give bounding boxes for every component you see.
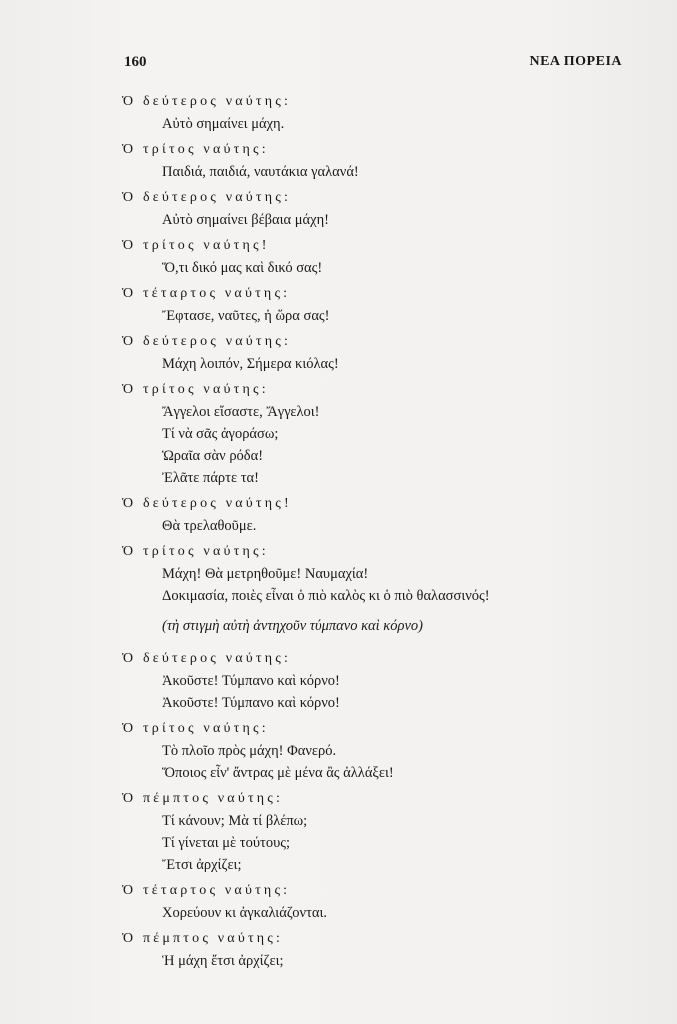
dialogue-line: Θὰ τρελαθοῦμε. [162, 518, 257, 534]
speaker-name: Ὁ δεύτερος ναύτης: [122, 94, 292, 109]
speaker-name: Ὁ τρίτος ναύτης: [122, 721, 269, 736]
speaker-name: Ὁ πέμπτος ναύτης: [122, 791, 284, 806]
speaker-name: Ὁ τέταρτος ναύτης: [122, 286, 291, 301]
speaker-name: Ὁ τρίτος ναύτης: [122, 382, 269, 397]
dialogue-section-1 [122, 90, 592, 607]
dialogue-block [122, 330, 592, 375]
dialogue-block [122, 717, 592, 784]
speaker-name: Ὁ δεύτερος ναύτης: [122, 334, 292, 349]
dialogue-line: Ὡραῖα σὰν ρόδα! [162, 448, 264, 464]
dialogue-block [122, 787, 592, 876]
speaker-name: Ὁ τέταρτος ναύτης: [122, 883, 291, 898]
dialogue-line: Ἀκοῦστε! Τύμπανο καὶ κόρνο! [162, 673, 340, 689]
dialogue-line: Χορεύουν κι ἀγκαλιάζονται. [162, 905, 328, 921]
dialogue-body [122, 90, 592, 975]
dialogue-block [122, 186, 592, 231]
dialogue-block [122, 234, 592, 279]
dialogue-block [122, 927, 592, 972]
stage-direction: (τὴ στιγμὴ αὐτὴ ἀντηχοῦν τύμπανο καὶ κόρνο) [162, 618, 423, 634]
speaker-name: Ὁ τρίτος ναύτης: [122, 544, 269, 559]
dialogue-line: Δοκιμασία, ποιὲς εἶναι ὁ πιὸ καλὸς κι ὁ πιὸ θαλασσινός! [162, 588, 490, 604]
dialogue-block [122, 879, 592, 924]
dialogue-line: Τί γίνεται μὲ τούτους; [162, 835, 291, 851]
dialogue-block [122, 90, 592, 135]
dialogue-block [122, 282, 592, 327]
dialogue-line: Ἄγγελοι εἴσαστε, Ἄγγελοι! [162, 404, 320, 420]
running-head: ΝΕΑ ΠΟΡΕΙΑ [529, 54, 622, 69]
dialogue-line: Αὐτὸ σημαίνει βέβαια μάχη! [162, 212, 329, 228]
dialogue-line: Μάχη! Θὰ μετρηθοῦμε! Ναυμαχία! [162, 566, 369, 582]
dialogue-block [122, 378, 592, 489]
dialogue-line: Ἡ μάχη ἔτσι ἀρχίζει; [162, 953, 284, 969]
dialogue-block [122, 492, 592, 537]
dialogue-line: Ἀκοῦστε! Τύμπανο καὶ κόρνο! [162, 695, 340, 711]
dialogue-line: Ὅποιος εἶν' ἄντρας μὲ μένα ἂς ἀλλάξει! [162, 765, 394, 781]
dialogue-line: Παιδιά, παιδιά, ναυτάκια γαλανά! [162, 164, 359, 180]
page-header [124, 54, 622, 74]
dialogue-line: Ἔφτασε, ναῦτες, ἡ ὥρα σας! [162, 308, 330, 324]
speaker-name: Ὁ τρίτος ναύτης: [122, 142, 269, 157]
speaker-name: Ὁ δεύτερος ναύτης: [122, 190, 292, 205]
speaker-name: Ὁ δεύτερος ναύτης: [122, 651, 292, 666]
dialogue-line: Τί κάνουν; Μὰ τί βλέπω; [162, 813, 308, 829]
dialogue-line: Ὅ,τι δικό μας καὶ δικό σας! [162, 260, 323, 276]
speaker-name: Ὁ δεύτερος ναύτης! [122, 496, 292, 511]
dialogue-line: Μάχη λοιπόν, Σήμερα κιόλας! [162, 356, 339, 372]
page-number: 160 [124, 54, 147, 70]
dialogue-block [122, 540, 592, 607]
dialogue-line: Ἐλᾶτε πάρτε τα! [162, 470, 259, 486]
speaker-name: Ὁ τρίτος ναύτης! [122, 238, 270, 253]
dialogue-line: Τί νὰ σᾶς ἀγοράσω; [162, 426, 279, 442]
dialogue-block [122, 138, 592, 183]
dialogue-line: Τὸ πλοῖο πρὸς μάχη! Φανερό. [162, 743, 337, 759]
dialogue-line: Ἔτσι ἀρχίζει; [162, 857, 242, 873]
speaker-name: Ὁ πέμπτος ναύτης: [122, 931, 284, 946]
dialogue-line: Αὐτὸ σημαίνει μάχη. [162, 116, 285, 132]
dialogue-section-2 [122, 647, 592, 972]
dialogue-block [122, 647, 592, 714]
